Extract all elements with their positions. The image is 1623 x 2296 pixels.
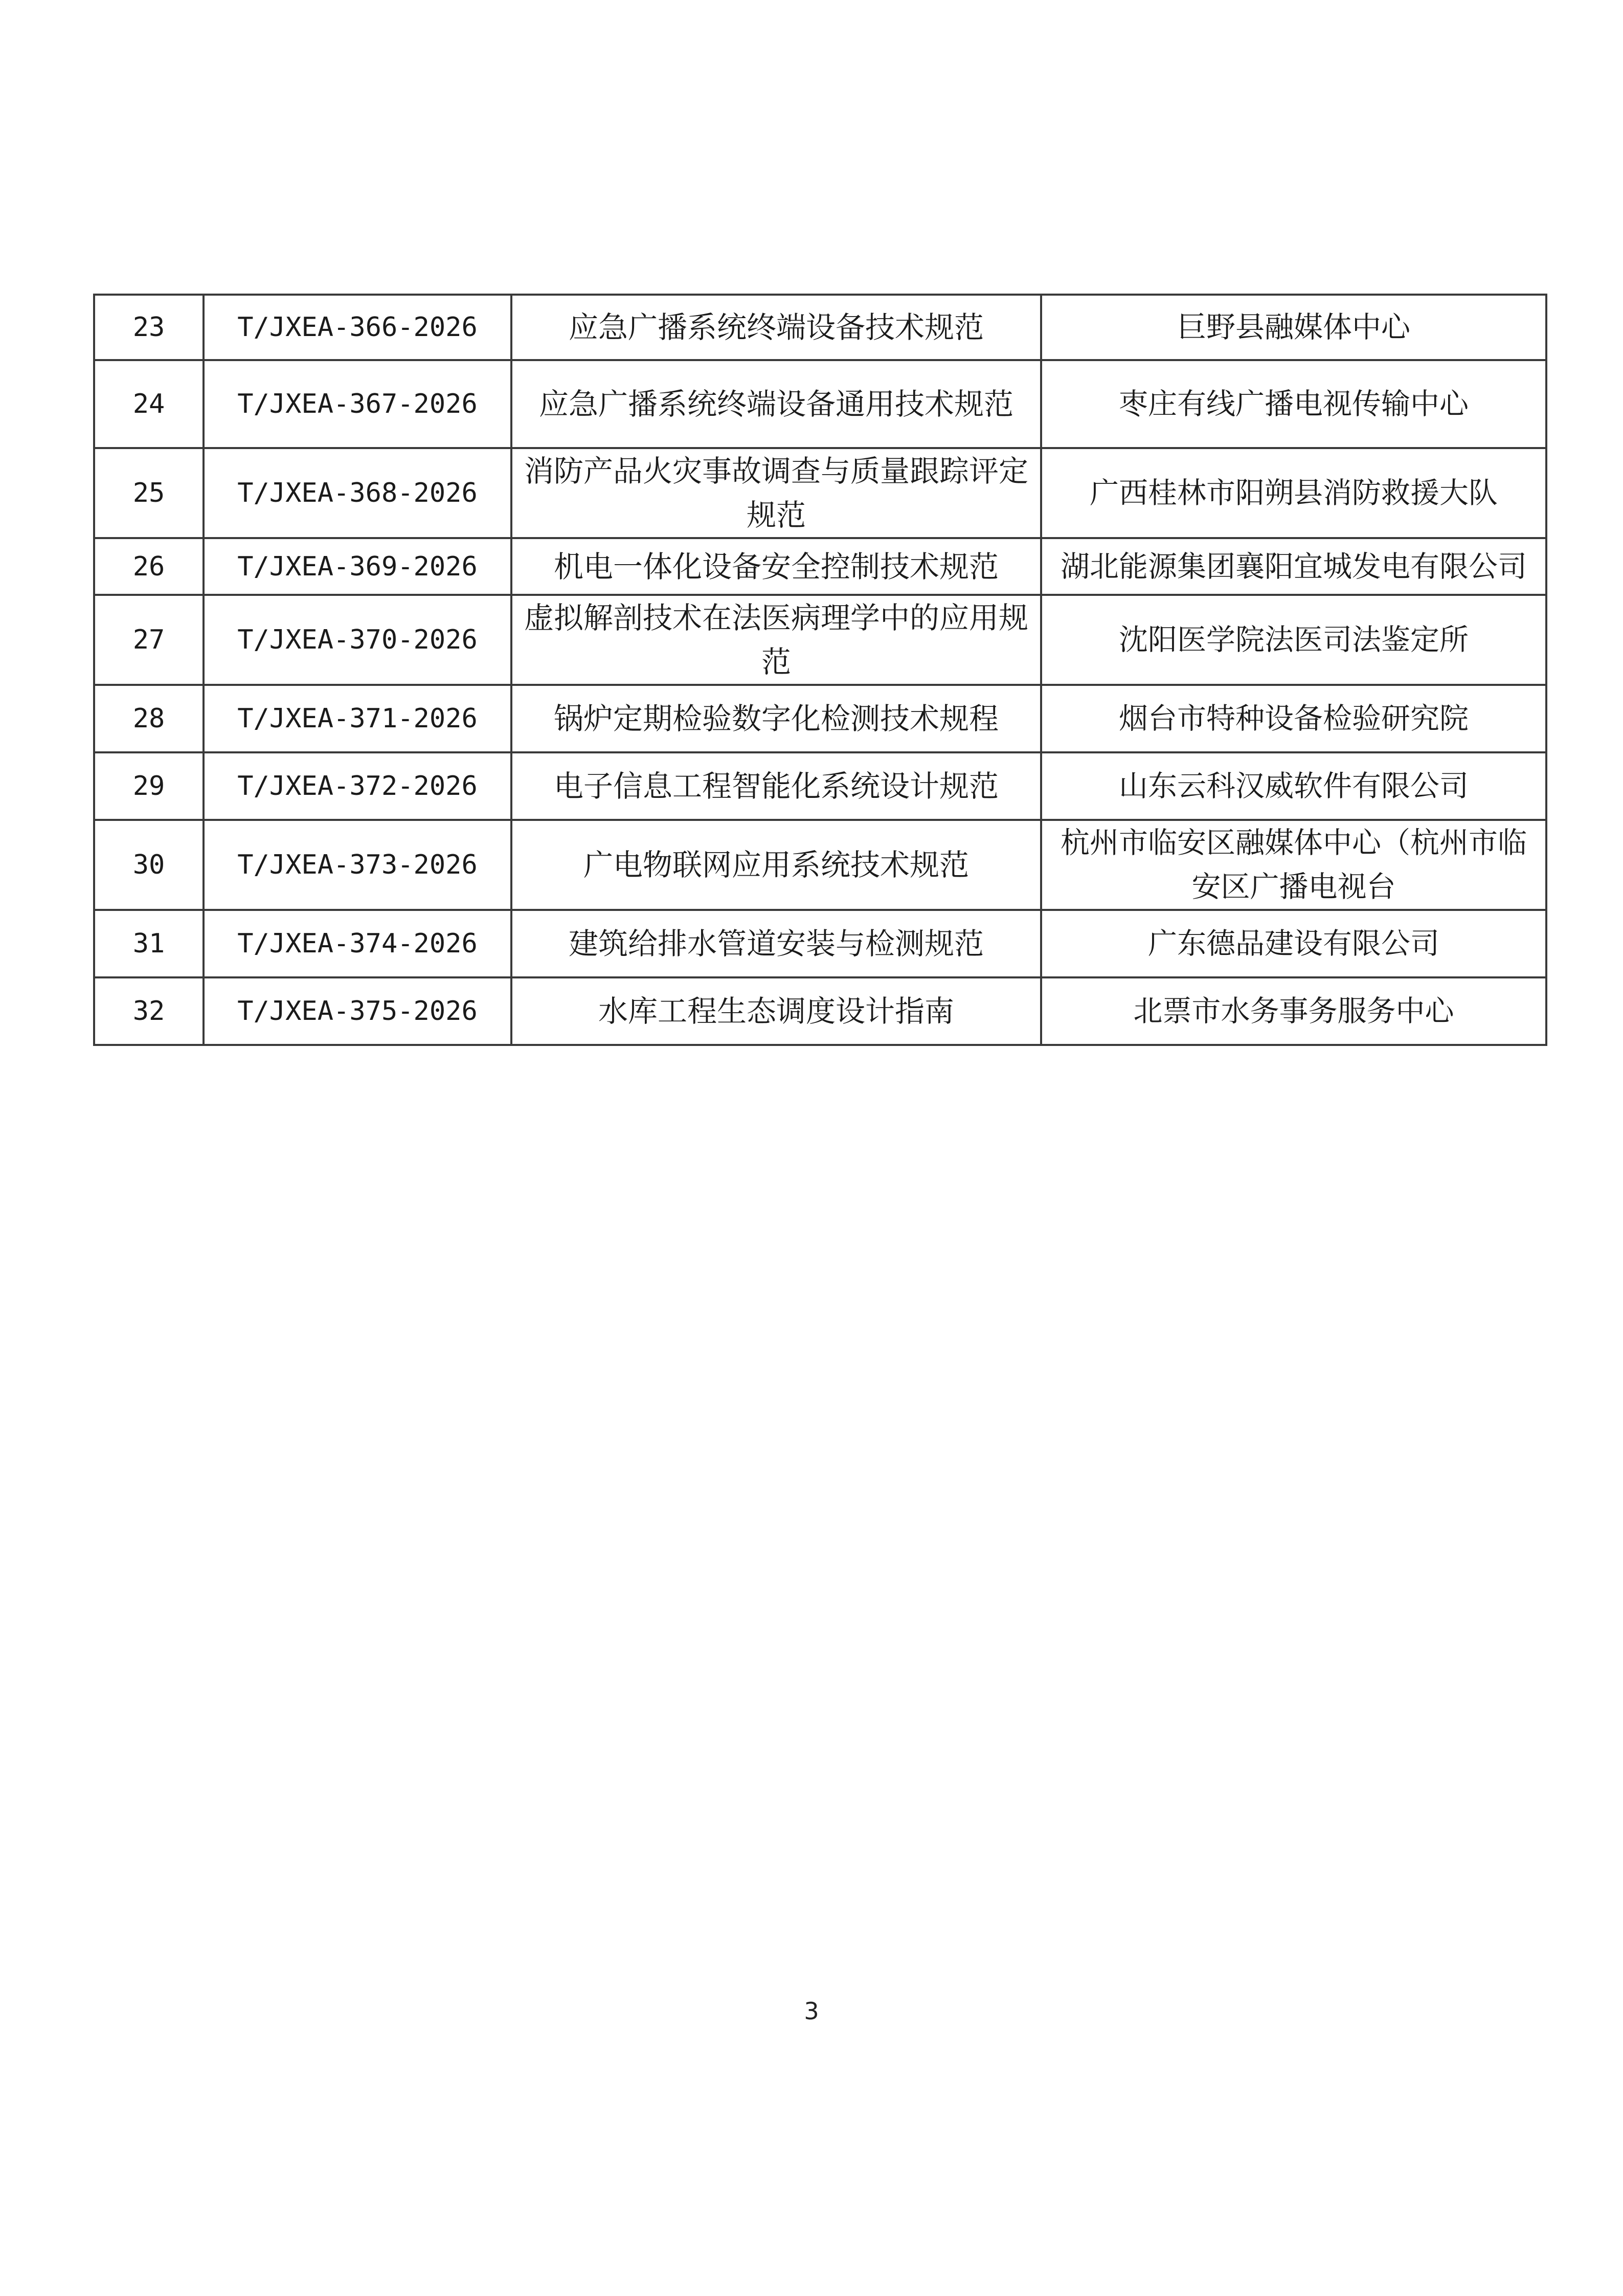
row-number-cell: 32 — [94, 977, 204, 1045]
standard-code-cell: T/JXEA-369-2026 — [204, 538, 511, 595]
standard-name-cell: 电子信息工程智能化系统设计规范 — [511, 752, 1041, 820]
row-number-cell: 30 — [94, 820, 204, 910]
standard-code-cell: T/JXEA-372-2026 — [204, 752, 511, 820]
table-row — [94, 360, 1546, 448]
organization-cell: 广西桂林市阳朔县消防救援大队 — [1041, 448, 1546, 538]
standard-name-cell: 广电物联网应用系统技术规范 — [511, 820, 1041, 910]
standard-name-cell: 应急广播系统终端设备技术规范 — [511, 295, 1041, 360]
table-row — [94, 820, 1546, 910]
organization-cell: 沈阳医学院法医司法鉴定所 — [1041, 595, 1546, 685]
standard-code-cell: T/JXEA-371-2026 — [204, 685, 511, 752]
table-body — [94, 295, 1546, 1045]
table-row — [94, 538, 1546, 595]
organization-cell: 杭州市临安区融媒体中心（杭州市临安区广播电视台 — [1041, 820, 1546, 910]
row-number-cell: 23 — [94, 295, 204, 360]
organization-cell: 北票市水务事务服务中心 — [1041, 977, 1546, 1045]
organization-cell: 烟台市特种设备检验研究院 — [1041, 685, 1546, 752]
table-row — [94, 685, 1546, 752]
table-row — [94, 752, 1546, 820]
standard-name-cell: 虚拟解剖技术在法医病理学中的应用规范 — [511, 595, 1041, 685]
table-row — [94, 295, 1546, 360]
row-number-cell: 27 — [94, 595, 204, 685]
row-number-cell: 25 — [94, 448, 204, 538]
organization-cell: 巨野县融媒体中心 — [1041, 295, 1546, 360]
standard-code-cell: T/JXEA-370-2026 — [204, 595, 511, 685]
standard-code-cell: T/JXEA-375-2026 — [204, 977, 511, 1045]
organization-cell: 湖北能源集团襄阳宜城发电有限公司 — [1041, 538, 1546, 595]
standard-name-cell: 水库工程生态调度设计指南 — [511, 977, 1041, 1045]
standard-name-cell: 锅炉定期检验数字化检测技术规程 — [511, 685, 1041, 752]
standard-code-cell: T/JXEA-366-2026 — [204, 295, 511, 360]
standards-table — [93, 294, 1547, 1046]
table-row — [94, 977, 1546, 1045]
row-number-cell: 28 — [94, 685, 204, 752]
standard-code-cell: T/JXEA-374-2026 — [204, 910, 511, 977]
standard-name-cell: 应急广播系统终端设备通用技术规范 — [511, 360, 1041, 448]
standard-code-cell: T/JXEA-367-2026 — [204, 360, 511, 448]
page-number: 3 — [804, 1997, 819, 2025]
table-row — [94, 448, 1546, 538]
standard-code-cell: T/JXEA-368-2026 — [204, 448, 511, 538]
table-row — [94, 910, 1546, 977]
row-number-cell: 26 — [94, 538, 204, 595]
table-row — [94, 595, 1546, 685]
standard-name-cell: 机电一体化设备安全控制技术规范 — [511, 538, 1041, 595]
row-number-cell: 31 — [94, 910, 204, 977]
organization-cell: 广东德品建设有限公司 — [1041, 910, 1546, 977]
organization-cell: 枣庄有线广播电视传输中心 — [1041, 360, 1546, 448]
standard-name-cell: 消防产品火灾事故调查与质量跟踪评定规范 — [511, 448, 1041, 538]
row-number-cell: 24 — [94, 360, 204, 448]
row-number-cell: 29 — [94, 752, 204, 820]
standard-code-cell: T/JXEA-373-2026 — [204, 820, 511, 910]
standard-name-cell: 建筑给排水管道安装与检测规范 — [511, 910, 1041, 977]
organization-cell: 山东云科汉威软件有限公司 — [1041, 752, 1546, 820]
